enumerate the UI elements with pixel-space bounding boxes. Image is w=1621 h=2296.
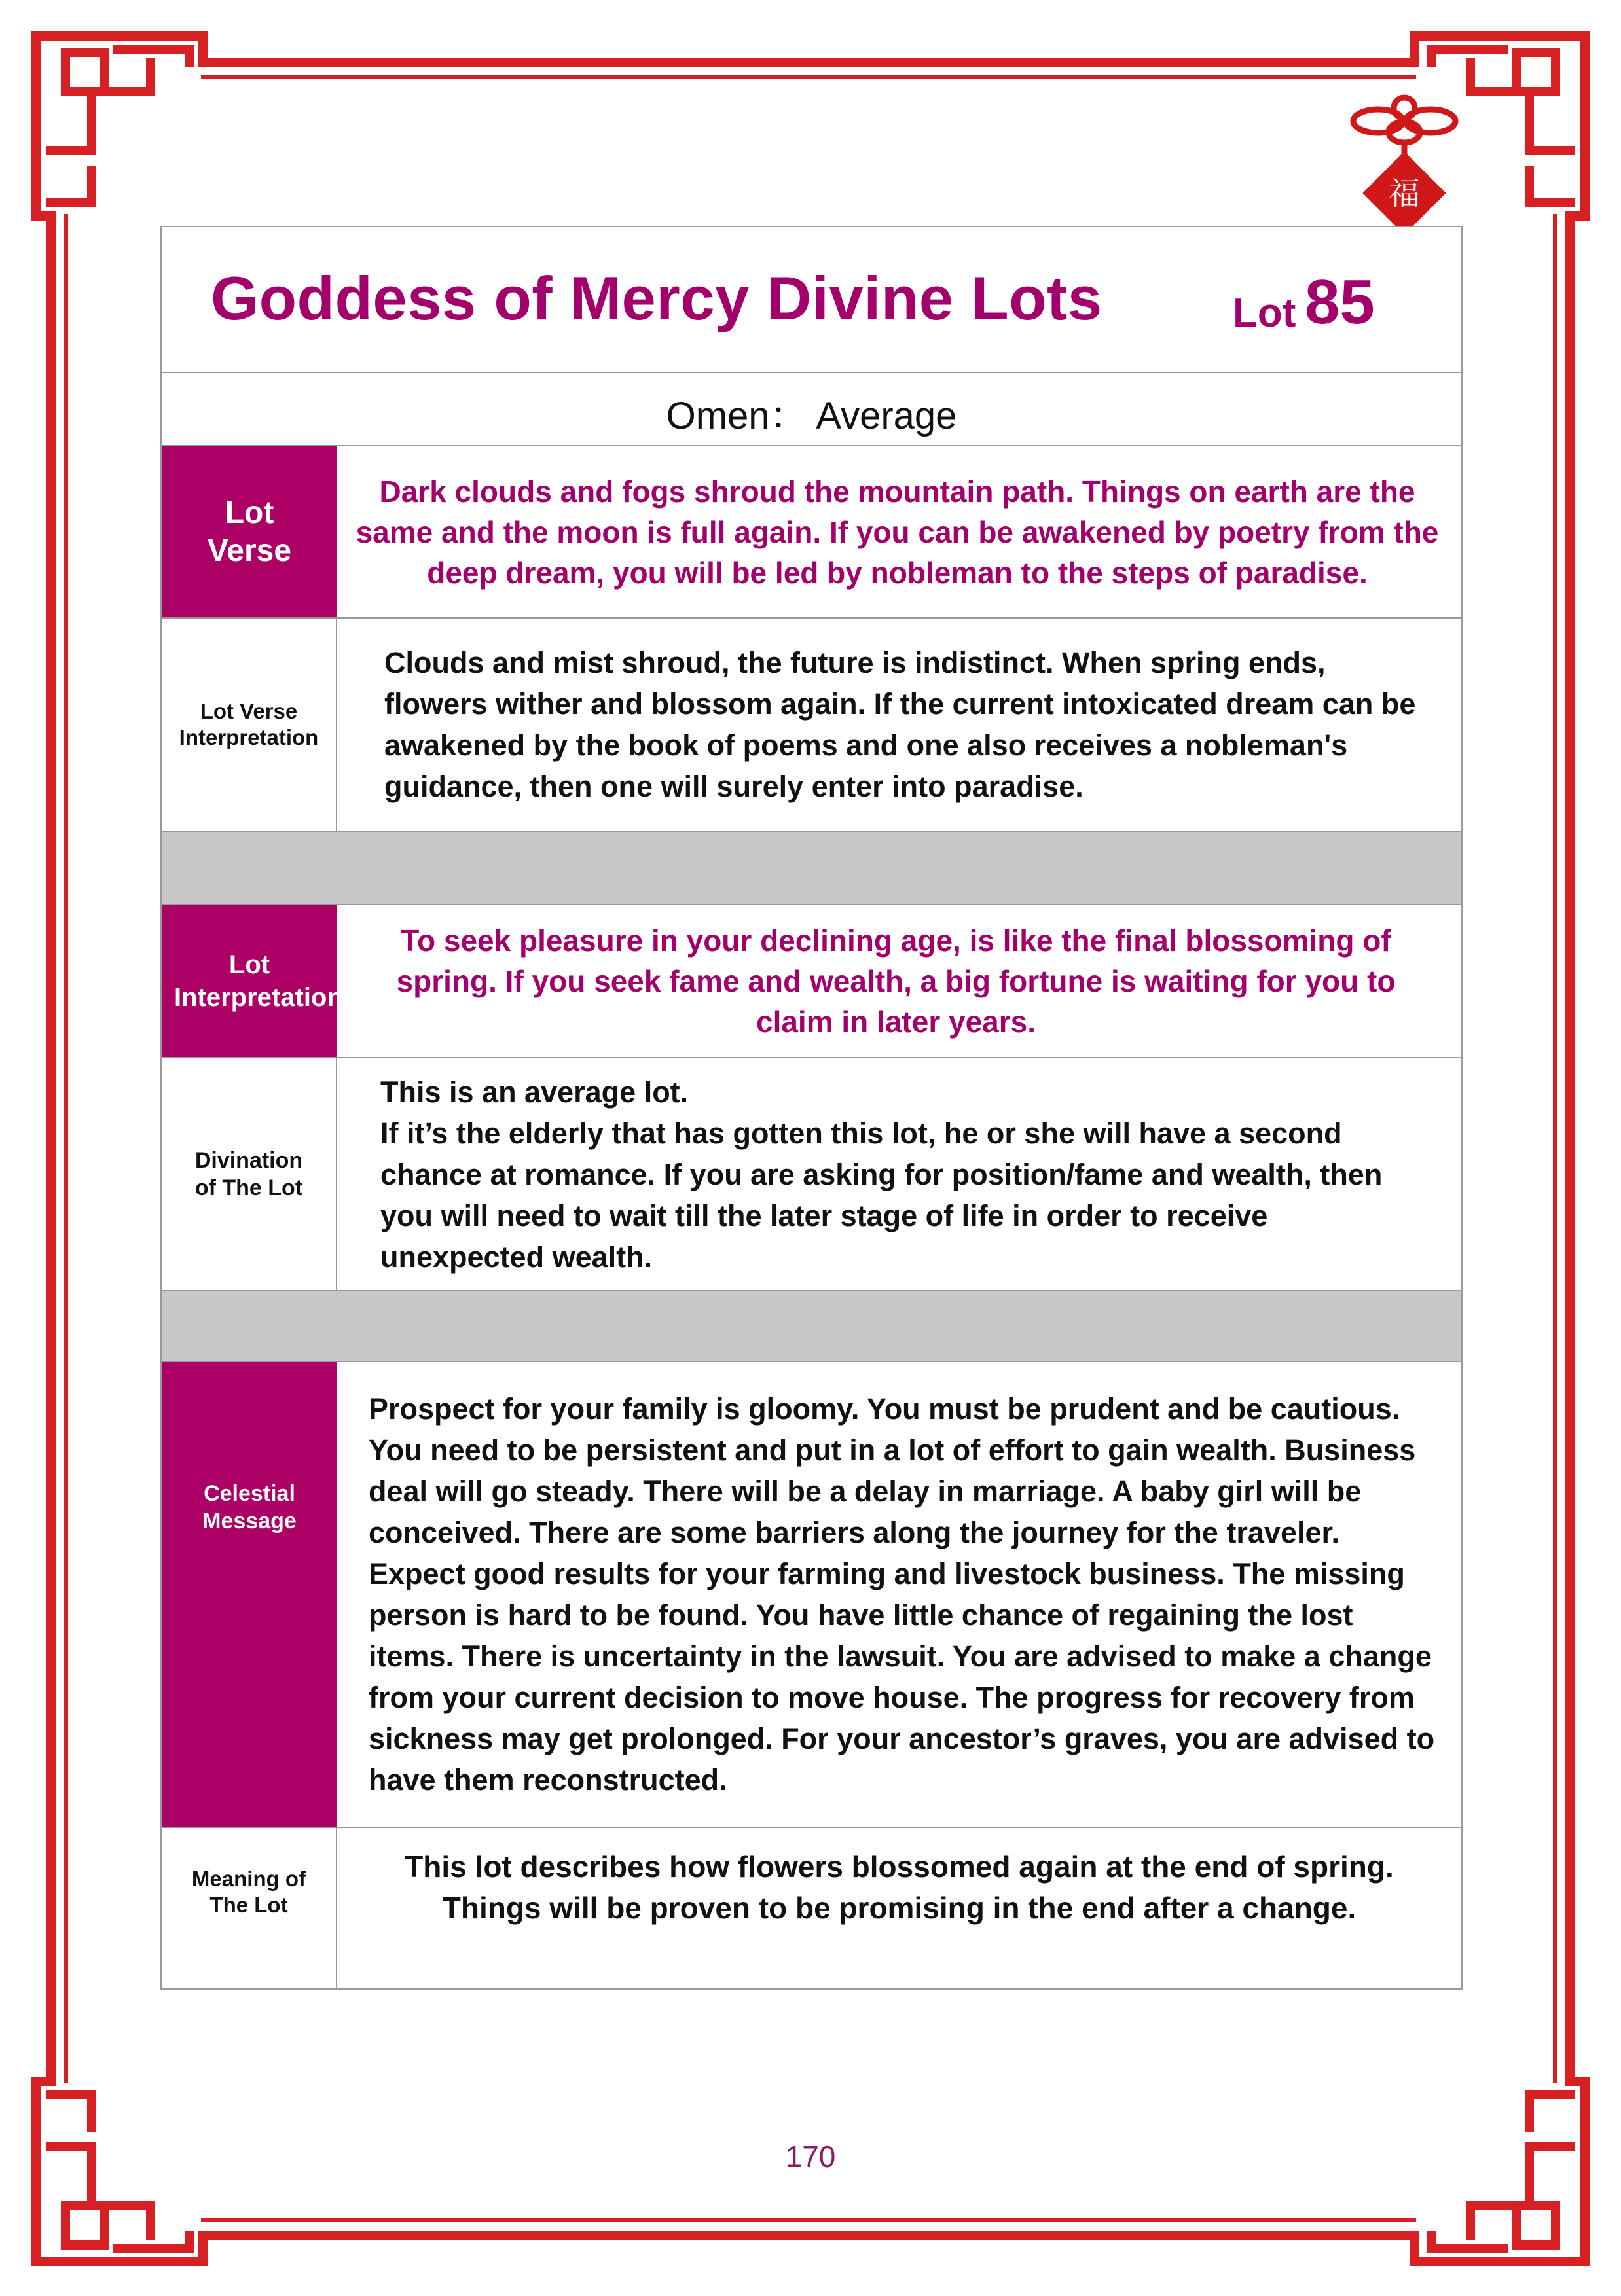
meaning-row [162, 1828, 1461, 1988]
lot-verse-label [162, 446, 337, 617]
knot-character: 福 [1388, 175, 1421, 212]
page-number: 170 [785, 2140, 836, 2174]
divination-row [162, 1058, 1461, 1291]
lot-number: 85 [1305, 267, 1375, 337]
page-title: Goddess of Mercy Divine Lots [211, 264, 1102, 332]
celestial-message-label-text: Celestial Message [202, 1481, 297, 1534]
divination-line-2: If it’s the elderly that has gotten this lot, he or she will have a second chance at romance. If you are asking for position/fame and wealth, then you will need to wait till the later stage of life in order to receive unexpected wealth. [380, 1116, 1383, 1274]
lot-verse-interpretation-label [162, 619, 337, 831]
lot-label: Lot [1233, 291, 1296, 336]
lot-verse-interpretation-text: Clouds and mist shroud, the future is indistinct. When spring ends, flowers wither and blossom again. If the current intoxicated dream can be awakened by the book of poems and one also receives a nobleman's guidance, then one will surely enter into paradise. [384, 646, 1416, 803]
divination-text [380, 1071, 1409, 1278]
celestial-message-label [162, 1362, 337, 1827]
celestial-message-row [162, 1362, 1461, 1828]
meaning-text: This lot describes how flowers blossomed again at the end of spring. Things will be proven to be promising in the end after a change. [405, 1850, 1394, 1925]
lot-interpretation-label [162, 905, 343, 1057]
lot-interpretation-label-text: Lot Interpretation [174, 950, 343, 1012]
lot-table [160, 226, 1463, 1990]
lot-interpretation-text: To seek pleasure in your declining age, is like the final blossoming of spring. If you seek fame and wealth, a big fortune is waiting for you to claim in later years. [396, 924, 1396, 1039]
lot-verse-interpretation-row [162, 619, 1461, 832]
lot-verse-label-text: Lot Verse [207, 495, 292, 568]
omen-row [162, 373, 1461, 446]
divination-label [162, 1058, 337, 1290]
lot-verse-interpretation-label-text: Lot Verse Interpretation [179, 699, 319, 749]
celestial-message-text: Prospect for your family is gloomy. You must be prudent and be cautious. You need to be persistent and put in a lot of effort to gain wealth. Business deal will go steady. There will be a delay in marriage. A baby girl will be conceived. There are some barriers along the journey for the traveler. Expect good results for your farming and livestock business. The missing person is hard to be found. You have little chance of regaining the lost items. There is uncertainty in the lawsuit. You are advised to make a change from your current decision to move house. The progress for recovery from sickness may get prolonged. For your ancestor’s graves, you are advised to have them reconstructed. [369, 1392, 1435, 1797]
section-divider [162, 1291, 1461, 1362]
header-row [162, 227, 1461, 373]
divination-line-1: This is an average lot. [380, 1075, 689, 1109]
meaning-label-text: Meaning of The Lot [191, 1867, 306, 1917]
section-divider [162, 832, 1461, 905]
lot-verse-row [162, 446, 1461, 619]
divination-label-text: Divination of The Lot [194, 1148, 303, 1200]
meaning-label [162, 1828, 337, 1988]
omen-text: Omen： Average [666, 395, 957, 437]
lot-interpretation-row [162, 905, 1461, 1058]
lot-verse-text: Dark clouds and fogs shroud the mountain path. Things on earth are the same and the moon is full again. If you can be awakened by poetry from the deep dream, you will be led by nobleman to the steps of paradise. [355, 474, 1439, 590]
